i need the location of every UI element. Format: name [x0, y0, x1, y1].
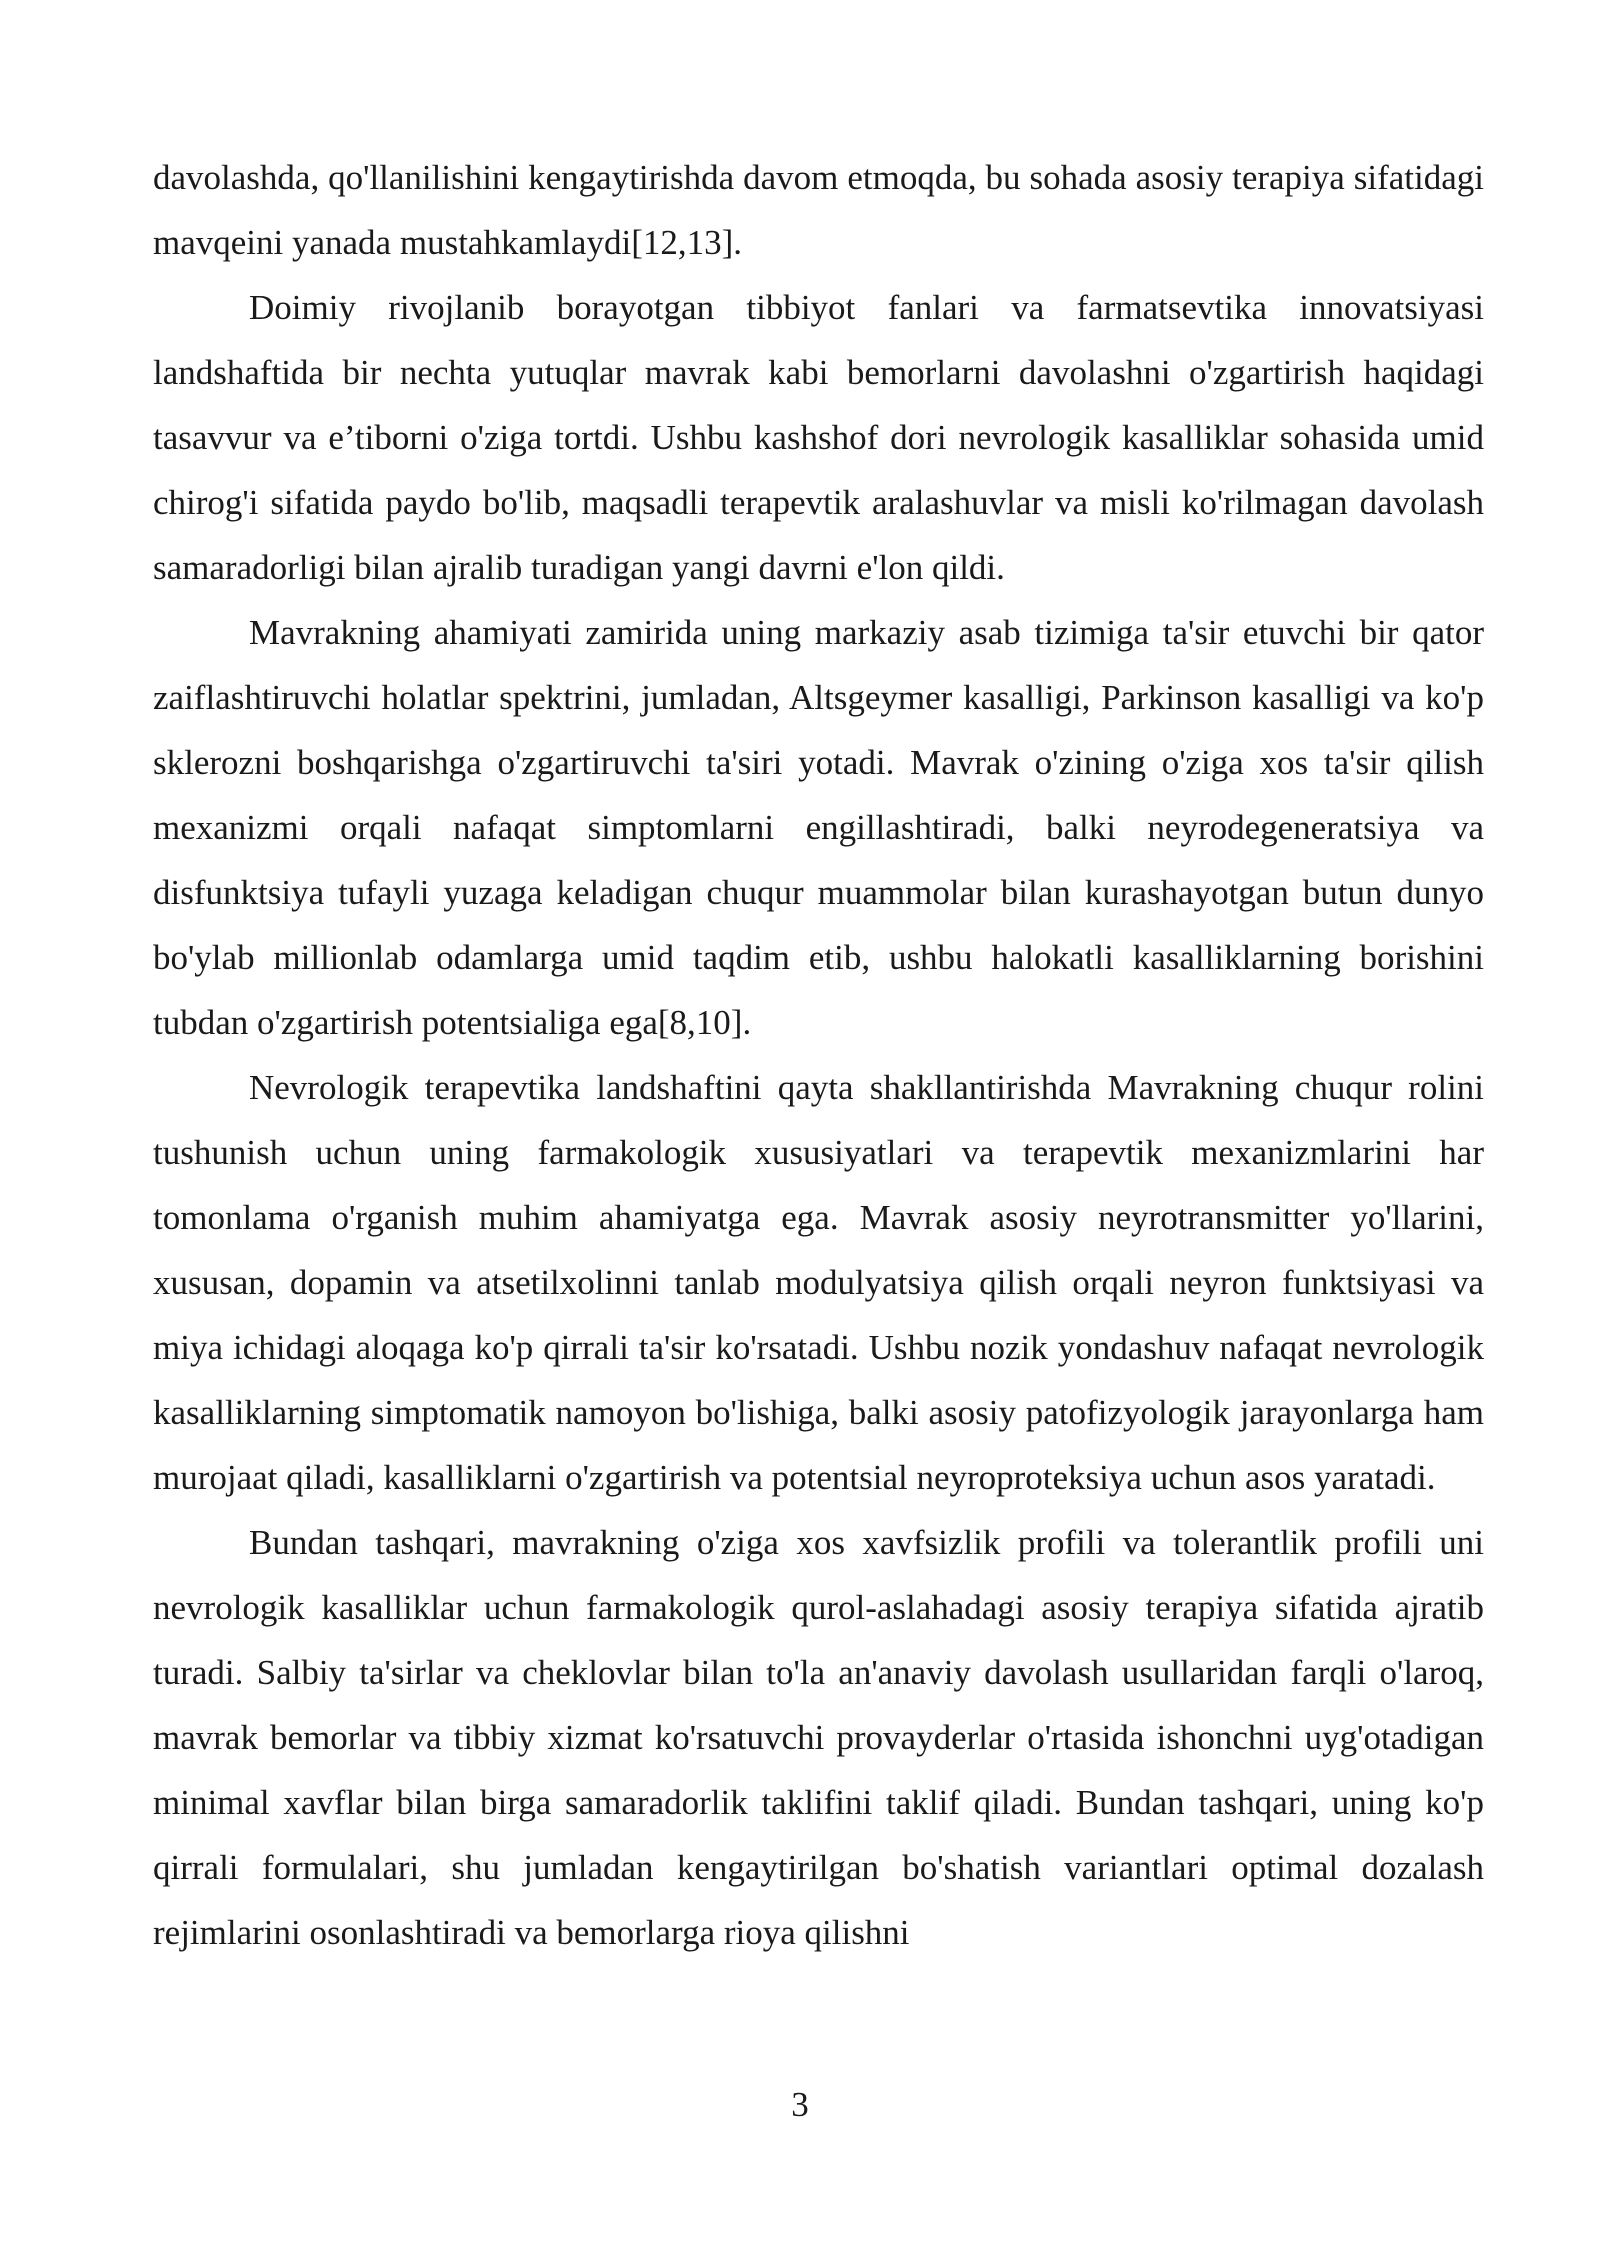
paragraph-landscape: Doimiy rivojlanib borayotgan tibbiyot fanlari va farmatsevtika innovatsiyasi landshaftida bir nechta yutuqlar mavrak kabi bemorlarni davolashni o'zgartirish haqidagi tasavvur va e’tiborni o'ziga tortdi. Ushbu kashshof dori nevrologik kasalliklar sohasida umid chirog'i sifatida paydo bo'lib, maqsadli terapevtik aralashuvlar va misli ko'rilmagan davolash samaradorligi bilan ajralib turadigan yangi davrni e'lon qildi. [153, 288, 1484, 587]
page-number: 3 [791, 2085, 809, 2124]
body-text [153, 145, 1484, 1965]
paragraph-safety-profile: Bundan tashqari, mavrakning o'ziga xos xavfsizlik profili va tolerantlik profili uni nevrologik kasalliklar uchun farmakologik qurol-aslahadagi asosiy terapiya sifatida ajratib turadi. Salbiy ta'sirlar va cheklovlar bilan to'la an'anaviy davolash usullaridan farqli o'laroq, mavrak bemorlar va tibbiy xizmat ko'rsatuvchi provayderlar o'rtasida ishonchni uyg'otadigan minimal xavflar bilan birga samaradorlik taklifini taklif qiladi. Bundan tashqari, uning ko'p qirrali formulalari, shu jumladan kengaytirilgan bo'shatish variantlari optimal dozalash rejimlarini osonlashtiradi va bemorlarga rioya qilishni [153, 1523, 1484, 1952]
paragraph-continuation: davolashda, qo'llanilishini kengaytirishda davom etmoqda, bu sohada asosiy terapiya sifatidagi mavqeini yanada mustahkamlaydi[12,13]. [153, 158, 1484, 262]
paragraph-significance: Mavrakning ahamiyati zamirida uning markaziy asab tizimiga ta'sir etuvchi bir qator zaiflashtiruvchi holatlar spektrini, jumladan, Altsgeymer kasalligi, Parkinson kasalligi va ko'p sklerozni boshqarishga o'zgartiruvchi ta'siri yotadi. Mavrak o'zining o'ziga xos ta'sir qilish mexanizmi orqali nafaqat simptomlarni engillashtiradi, balki neyrodegeneratsiya va disfunktsiya tufayli yuzaga keladigan chuqur muammolar bilan kurashayotgan butun dunyo bo'ylab millionlab odamlarga umid taqdim etib, ushbu halokatli kasalliklarning borishini tubdan o'zgartirish potentsialiga ega[8,10]. [153, 613, 1484, 1042]
paragraph-mechanisms: Nevrologik terapevtika landshaftini qayta shakllantirishda Mavrakning chuqur rolini tushunish uchun uning farmakologik xususiyatlari va terapevtik mexanizmlarini har tomonlama o'rganish muhim ahamiyatga ega. Mavrak asosiy neyrotransmitter yo'llarini, xususan, dopamin va atsetilxolinni tanlab modulyatsiya qilish orqali neyron funktsiyasi va miya ichidagi aloqaga ko'p qirrali ta'sir ko'rsatadi. Ushbu nozik yondashuv nafaqat nevrologik kasalliklarning simptomatik namoyon bo'lishiga, balki asosiy patofizyologik jarayonlarga ham murojaat qiladi, kasalliklarni o'zgartirish va potentsial neyroproteksiya uchun asos yaratadi. [153, 1068, 1484, 1497]
